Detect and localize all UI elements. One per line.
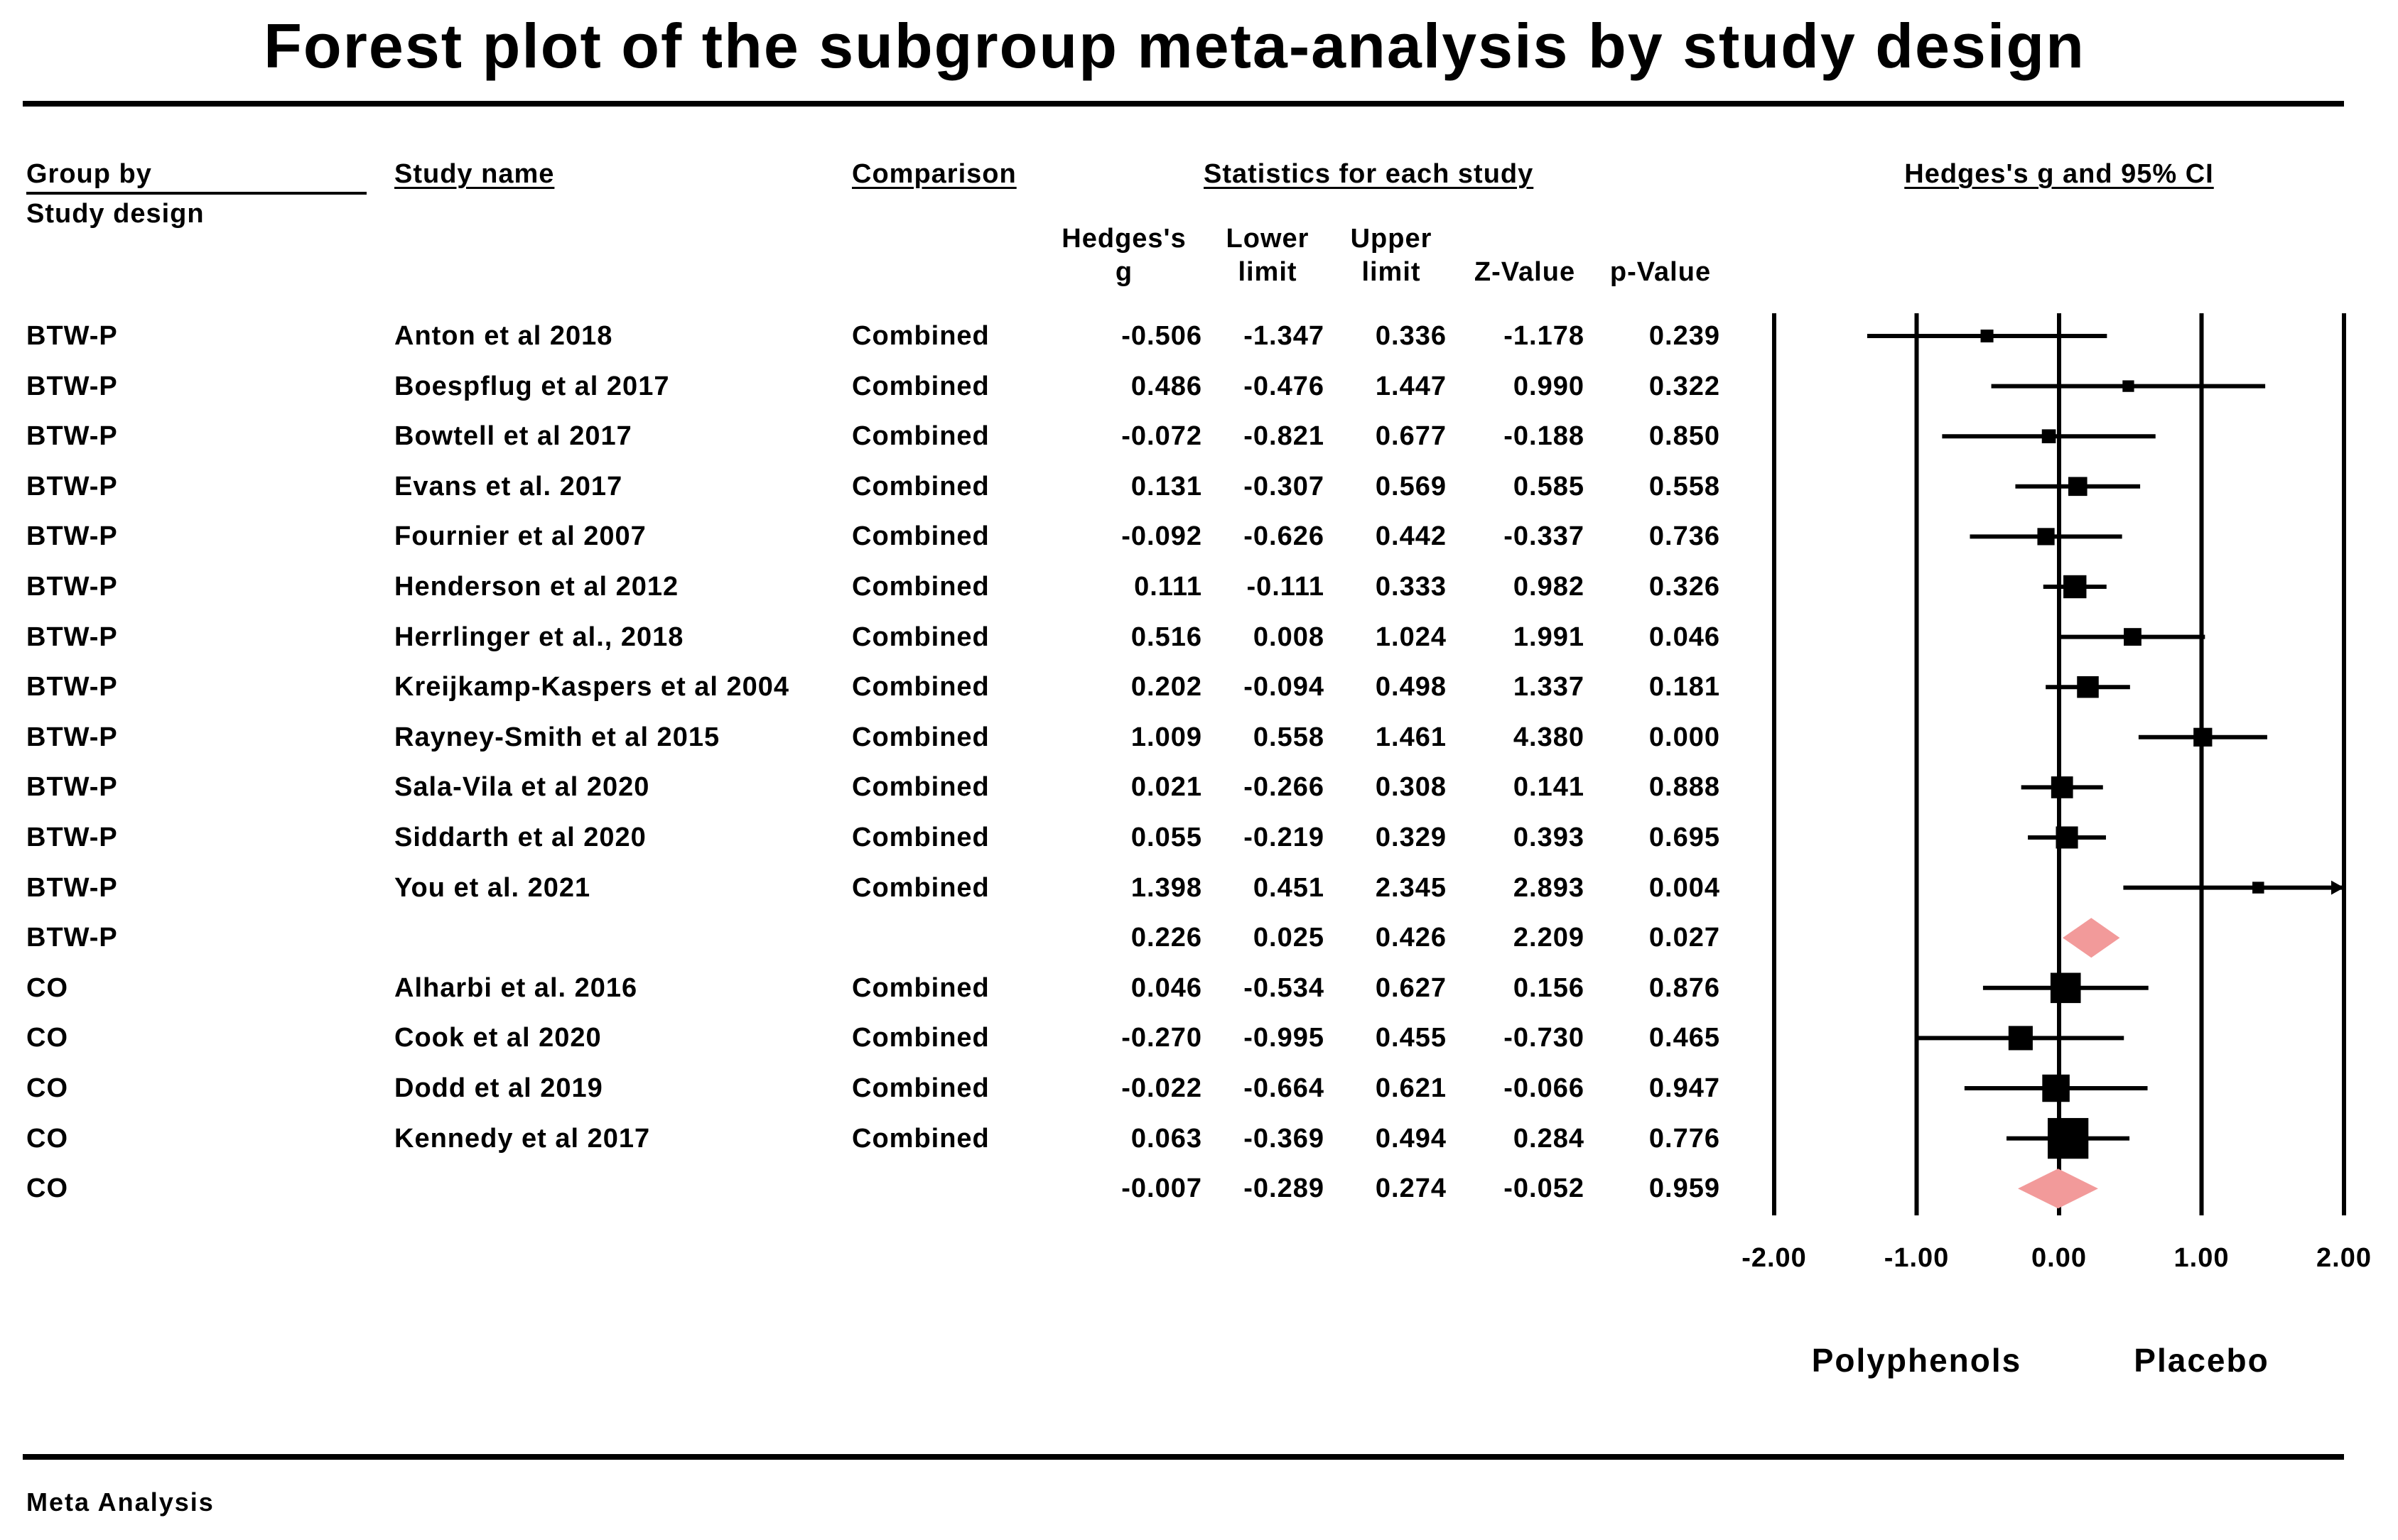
comparison-cell: Combined <box>852 572 990 602</box>
header-lower-limit: Lower <box>1226 224 1309 254</box>
lower-limit-cell: -0.626 <box>1243 521 1324 552</box>
hedges-g-cell: 0.131 <box>1130 471 1202 501</box>
hedges-g-cell: 1.398 <box>1130 872 1202 903</box>
comparison-cell: Combined <box>852 1123 990 1154</box>
lower-limit-cell: -1.347 <box>1243 321 1324 351</box>
p-value-cell: 0.465 <box>1648 1023 1720 1053</box>
header-upper-limit-line2: limit <box>1361 257 1421 287</box>
study-name-cell: Cook et al 2020 <box>394 1023 602 1053</box>
p-value-cell: 0.326 <box>1648 572 1720 602</box>
lower-limit-cell: -0.369 <box>1243 1123 1324 1154</box>
lower-limit-cell: -0.111 <box>1246 572 1324 602</box>
comparison-cell: Combined <box>852 521 990 552</box>
effect-size-square <box>2037 528 2054 545</box>
study-name-cell: Sala-Vila et al 2020 <box>394 772 650 803</box>
hedges-g-cell: -0.072 <box>1121 421 1202 452</box>
p-value-cell: 0.850 <box>1648 421 1720 452</box>
header-plot: Hedges's g and 95% CI <box>1904 159 2214 189</box>
z-value-cell: -0.730 <box>1503 1023 1584 1053</box>
p-value-cell: 0.181 <box>1648 672 1720 703</box>
favours-left-label: Polyphenols <box>1811 1342 2022 1379</box>
hedges-g-cell: -0.022 <box>1121 1073 1202 1103</box>
study-name-cell: Kreijkamp-Kaspers et al 2004 <box>394 672 790 703</box>
upper-limit-cell: 0.494 <box>1375 1123 1447 1154</box>
p-value-cell: 0.888 <box>1648 772 1720 803</box>
hedges-g-cell: 0.516 <box>1130 622 1202 652</box>
hedges-g-cell: 1.009 <box>1130 722 1202 752</box>
effect-size-square <box>2068 477 2088 496</box>
x-tick-label: -2.00 <box>1741 1243 1807 1273</box>
group-cell: BTW-P <box>26 923 118 953</box>
comparison-cell: Combined <box>852 722 990 752</box>
effect-size-square <box>2193 728 2212 747</box>
study-name-cell: Rayney-Smith et al 2015 <box>394 722 720 752</box>
upper-limit-cell: 0.569 <box>1375 471 1447 501</box>
z-value-cell: 0.393 <box>1513 823 1584 852</box>
comparison-cell: Combined <box>852 1073 990 1103</box>
hedges-g-cell: 0.111 <box>1134 572 1202 602</box>
hedges-g-cell: 0.046 <box>1130 972 1202 1003</box>
lower-limit-cell: -0.995 <box>1243 1023 1324 1053</box>
upper-limit-cell: 0.274 <box>1375 1173 1447 1204</box>
p-value-cell: 0.046 <box>1648 622 1720 652</box>
hedges-g-cell: 0.063 <box>1130 1123 1202 1154</box>
hedges-g-cell: 0.226 <box>1130 923 1202 953</box>
comparison-cell: Combined <box>852 772 990 803</box>
pooled-effect-diamond <box>2063 918 2119 958</box>
effect-size-square <box>2042 1075 2069 1102</box>
upper-limit-cell: 1.461 <box>1375 722 1447 752</box>
group-by-underline <box>26 192 367 195</box>
group-cell: CO <box>26 1123 68 1154</box>
x-tick-label: 1.00 <box>2173 1243 2230 1273</box>
z-value-cell: 0.284 <box>1513 1123 1584 1154</box>
upper-limit-cell: 1.447 <box>1375 371 1447 401</box>
p-value-cell: 0.558 <box>1648 471 1720 501</box>
upper-limit-cell: 0.336 <box>1375 321 1447 351</box>
upper-limit-cell: 1.024 <box>1375 622 1447 652</box>
hedges-g-cell: 0.202 <box>1130 672 1202 703</box>
effect-size-square <box>2124 628 2142 646</box>
upper-limit-cell: 0.677 <box>1375 421 1447 452</box>
study-name-cell: Kennedy et al 2017 <box>394 1123 651 1154</box>
group-cell: BTW-P <box>26 672 118 703</box>
effect-size-square <box>2051 776 2073 798</box>
lower-limit-cell: 0.558 <box>1253 722 1324 752</box>
comparison-cell: Combined <box>852 1023 990 1053</box>
upper-limit-cell: 0.426 <box>1375 923 1447 953</box>
hedges-g-cell: -0.007 <box>1121 1173 1202 1204</box>
upper-limit-cell: 0.308 <box>1375 772 1447 803</box>
z-value-cell: 2.209 <box>1513 923 1584 953</box>
study-name-cell: Bowtell et al 2017 <box>394 421 632 452</box>
p-value-cell: 0.876 <box>1648 972 1720 1003</box>
p-value-cell: 0.239 <box>1648 321 1720 351</box>
z-value-cell: 0.156 <box>1513 972 1584 1003</box>
x-tick-label: 0.00 <box>2031 1243 2087 1273</box>
upper-limit-cell: 0.627 <box>1375 972 1447 1003</box>
z-value-cell: 0.585 <box>1513 471 1584 501</box>
header-z-value: Z-Value <box>1474 257 1576 287</box>
header-hedges-g-line2: g <box>1115 257 1133 287</box>
comparison-cell: Combined <box>852 972 990 1003</box>
group-cell: BTW-P <box>26 823 118 852</box>
effect-size-square <box>2009 1026 2033 1050</box>
z-value-cell: 4.380 <box>1513 722 1584 752</box>
lower-limit-cell: -0.821 <box>1243 421 1324 452</box>
p-value-cell: 0.736 <box>1648 521 1720 552</box>
lower-limit-cell: -0.219 <box>1243 823 1324 852</box>
lower-limit-cell: -0.289 <box>1243 1173 1324 1204</box>
effect-size-square <box>2056 826 2078 848</box>
effect-size-square <box>2252 882 2264 893</box>
effect-size-square <box>2077 676 2099 698</box>
upper-limit-cell: 2.345 <box>1375 872 1447 903</box>
lower-limit-cell: 0.025 <box>1253 923 1324 953</box>
p-value-cell: 0.000 <box>1648 722 1720 752</box>
comparison-cell: Combined <box>852 471 990 501</box>
comparison-cell: Combined <box>852 622 990 652</box>
group-cell: CO <box>26 972 68 1003</box>
lower-limit-cell: -0.094 <box>1243 672 1324 703</box>
study-name-cell: Henderson et al 2012 <box>394 572 679 602</box>
group-cell: BTW-P <box>26 421 118 452</box>
study-name-cell: Evans et al. 2017 <box>394 471 623 501</box>
header-comparison: Comparison <box>852 159 1017 189</box>
header-p-value: p-Value <box>1609 257 1712 287</box>
comparison-cell: Combined <box>852 823 990 852</box>
comparison-cell: Combined <box>852 371 990 401</box>
group-cell: BTW-P <box>26 622 118 652</box>
z-value-cell: -0.052 <box>1503 1173 1584 1204</box>
header-hedges-g: Hedges's <box>1062 224 1187 254</box>
lower-limit-cell: -0.534 <box>1243 972 1324 1003</box>
group-cell: BTW-P <box>26 572 118 602</box>
p-value-cell: 0.959 <box>1648 1173 1720 1204</box>
p-value-cell: 0.004 <box>1648 872 1720 903</box>
group-cell: BTW-P <box>26 321 118 351</box>
page-title: Forest plot of the subgroup meta-analysis by study design <box>264 11 2085 81</box>
hedges-g-cell: 0.055 <box>1130 823 1202 852</box>
header-group-by: Group by <box>26 159 152 189</box>
z-value-cell: 0.990 <box>1513 371 1584 401</box>
lower-limit-cell: -0.266 <box>1243 772 1324 803</box>
study-name-cell: Alharbi et al. 2016 <box>394 972 638 1003</box>
study-name-cell: Siddarth et al 2020 <box>394 823 647 852</box>
z-value-cell: -0.337 <box>1503 521 1584 552</box>
comparison-cell: Combined <box>852 872 990 903</box>
p-value-cell: 0.947 <box>1648 1073 1720 1103</box>
header-upper-limit: Upper <box>1350 224 1432 254</box>
group-cell: BTW-P <box>26 471 118 501</box>
z-value-cell: 2.893 <box>1513 872 1584 903</box>
z-value-cell: -0.066 <box>1503 1073 1584 1103</box>
header-study-design: Study design <box>26 199 205 229</box>
study-name-cell: Fournier et al 2007 <box>394 521 647 552</box>
effect-size-square <box>2051 973 2081 1004</box>
z-value-cell: -1.178 <box>1503 321 1584 351</box>
p-value-cell: 0.027 <box>1648 923 1720 953</box>
study-name-cell: Boespflug et al 2017 <box>394 371 670 401</box>
group-cell: BTW-P <box>26 722 118 752</box>
x-tick-label: 2.00 <box>2316 1243 2372 1273</box>
favours-right-label: Placebo <box>2134 1342 2269 1379</box>
z-value-cell: 1.991 <box>1513 622 1584 652</box>
z-value-cell: 0.982 <box>1513 572 1584 602</box>
lower-limit-cell: 0.451 <box>1253 872 1324 903</box>
upper-limit-cell: 0.333 <box>1375 572 1447 602</box>
upper-limit-cell: 0.621 <box>1375 1073 1447 1103</box>
header-study-name: Study name <box>394 159 555 189</box>
hedges-g-cell: 0.486 <box>1130 371 1202 401</box>
bottom-rule <box>23 1454 2344 1460</box>
p-value-cell: 0.776 <box>1648 1123 1720 1154</box>
x-tick-label: -1.00 <box>1884 1243 1950 1273</box>
upper-limit-cell: 0.442 <box>1375 521 1447 552</box>
p-value-cell: 0.322 <box>1648 371 1720 401</box>
study-name-cell: Dodd et al 2019 <box>394 1073 603 1103</box>
effect-size-square <box>2048 1118 2088 1159</box>
pooled-effect-diamond <box>2018 1168 2098 1208</box>
study-name-cell: Herrlinger et al., 2018 <box>394 622 684 652</box>
effect-size-square <box>2122 380 2134 391</box>
lower-limit-cell: -0.664 <box>1243 1073 1324 1103</box>
effect-size-square <box>1981 330 1994 342</box>
effect-size-square <box>2063 575 2086 598</box>
z-value-cell: 1.337 <box>1513 672 1584 703</box>
lower-limit-cell: -0.476 <box>1243 371 1324 401</box>
effect-size-square <box>2042 429 2056 443</box>
p-value-cell: 0.695 <box>1648 823 1720 852</box>
footer-label: Meta Analysis <box>26 1487 215 1517</box>
hedges-g-cell: -0.270 <box>1121 1023 1202 1053</box>
comparison-cell: Combined <box>852 421 990 452</box>
header-statistics: Statistics for each study <box>1204 159 1534 189</box>
hedges-g-cell: 0.021 <box>1130 772 1202 803</box>
lower-limit-cell: 0.008 <box>1253 622 1324 652</box>
group-cell: BTW-P <box>26 521 118 552</box>
z-value-cell: -0.188 <box>1503 421 1584 452</box>
upper-limit-cell: 0.455 <box>1375 1023 1447 1053</box>
header-lower-limit-line2: limit <box>1238 257 1297 287</box>
top-rule <box>23 101 2344 107</box>
group-cell: BTW-P <box>26 772 118 803</box>
group-cell: CO <box>26 1073 68 1103</box>
upper-limit-cell: 0.498 <box>1375 672 1447 703</box>
group-cell: BTW-P <box>26 872 118 903</box>
study-name-cell: You et al. 2021 <box>394 872 591 903</box>
lower-limit-cell: -0.307 <box>1243 471 1324 501</box>
study-name-cell: Anton et al 2018 <box>394 321 613 351</box>
comparison-cell: Combined <box>852 321 990 351</box>
comparison-cell: Combined <box>852 672 990 703</box>
upper-limit-cell: 0.329 <box>1375 823 1447 852</box>
group-cell: CO <box>26 1023 68 1053</box>
hedges-g-cell: -0.506 <box>1121 321 1202 351</box>
hedges-g-cell: -0.092 <box>1121 521 1202 552</box>
group-cell: CO <box>26 1173 68 1204</box>
group-cell: BTW-P <box>26 371 118 401</box>
z-value-cell: 0.141 <box>1513 772 1584 803</box>
